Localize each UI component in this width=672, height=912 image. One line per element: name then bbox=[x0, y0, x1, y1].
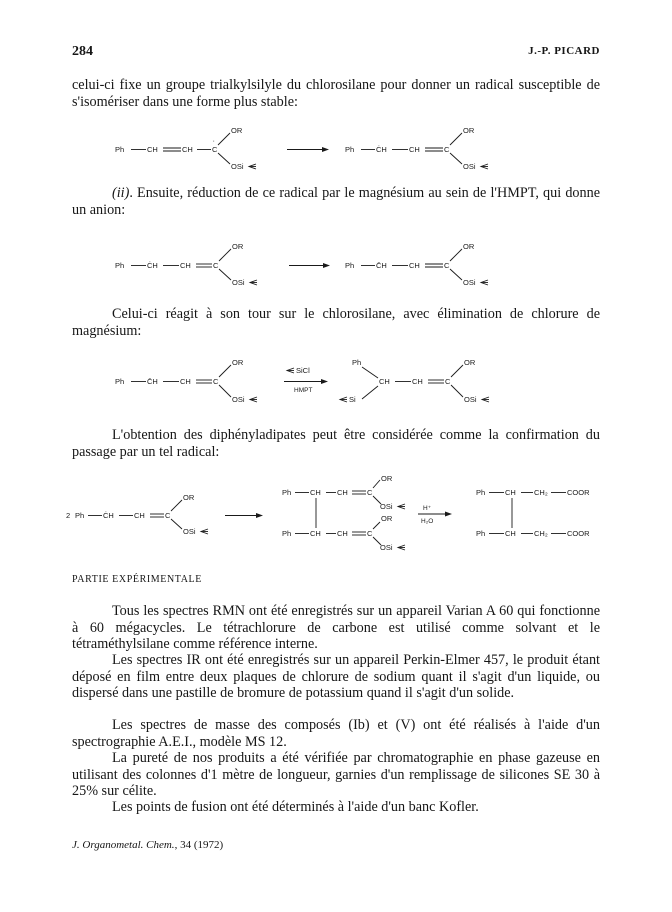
scheme-label: C bbox=[444, 261, 450, 270]
paragraph-4: L'obtention des diphényladipates peut être considérée comme la confirmation du passage par un tel radical: bbox=[72, 427, 600, 460]
scheme-label: CH bbox=[409, 261, 420, 270]
scheme-label: ĊH bbox=[147, 261, 158, 270]
scheme-label: OR bbox=[232, 242, 244, 251]
paragraph-7: Les spectres de masse des composés (Ib) et (V) ont été réalisés à l'aide d'un spectrographie A.E.I., modèle MS 12. bbox=[72, 717, 600, 750]
scheme-label: C bbox=[367, 529, 373, 538]
reagent-label: HMPT bbox=[294, 387, 313, 394]
page-number: 284 bbox=[72, 44, 93, 59]
scheme-label: C̄H bbox=[376, 261, 387, 270]
scheme-label: OR bbox=[463, 126, 475, 135]
scheme-label: Ph bbox=[115, 145, 125, 154]
scheme-label: OSi bbox=[232, 395, 245, 404]
coefficient: 2 bbox=[66, 511, 71, 520]
scheme-label: COOR bbox=[567, 488, 590, 497]
bond bbox=[362, 386, 378, 399]
scheme-label: CH bbox=[310, 488, 321, 497]
scheme-label: OSi bbox=[183, 527, 196, 536]
bond bbox=[219, 249, 231, 261]
bond bbox=[373, 480, 380, 488]
bond bbox=[171, 500, 182, 511]
paragraph-5: Tous les spectres RMN ont été enregistrés sur un appareil Varian A 60 qui fonctionne à 60 mégacycles. Le tétrachlorure de carbone est utilisé comme solvant et le tétraméthylsilane comme référence interne. bbox=[72, 603, 600, 652]
bond bbox=[450, 133, 462, 145]
bond bbox=[450, 153, 462, 164]
scheme-label: Ph bbox=[282, 488, 292, 497]
scheme-2 bbox=[0, 234, 672, 296]
scheme-1 bbox=[0, 118, 672, 180]
bond bbox=[218, 133, 230, 145]
scheme-label: ĊH bbox=[103, 511, 114, 520]
scheme-label: OSi bbox=[464, 395, 477, 404]
bond bbox=[450, 249, 462, 261]
page-header bbox=[72, 44, 600, 62]
scheme-label: C bbox=[165, 511, 171, 520]
scheme-label: C̄H bbox=[147, 377, 158, 386]
scheme-label: Ph bbox=[345, 261, 355, 270]
scheme-label: CH bbox=[134, 511, 145, 520]
scheme-label: ĊH bbox=[376, 145, 387, 154]
scheme-label: C bbox=[213, 377, 219, 386]
paragraph-8: La pureté de nos produits a été vérifiée par chromatographie en phase gazeuse en utilisant des colonnes d'1 mètre de longueur, garnies d'un remplissage de silicones SE 30 à 25% sur célite. bbox=[72, 750, 600, 799]
scheme-label: OR bbox=[183, 493, 195, 502]
bond bbox=[362, 367, 378, 378]
scheme-label: OSi bbox=[463, 162, 476, 171]
scheme-label: CH bbox=[147, 145, 158, 154]
bond bbox=[450, 269, 462, 280]
reagent-label: H₂O bbox=[421, 518, 434, 525]
scheme-4 bbox=[0, 472, 672, 558]
bond bbox=[219, 385, 231, 397]
step-number: (ii) bbox=[112, 185, 130, 201]
bond bbox=[219, 365, 231, 377]
paragraph-1: celui-ci fixe un groupe trialkylsilyle du chlorosilane pour donner un radical susceptible de s'isomériser dans une forme plus stable: bbox=[72, 77, 600, 110]
scheme-3 bbox=[0, 354, 672, 418]
paragraph-9: Les points de fusion ont été déterminés à l'aide d'un banc Kofler. bbox=[112, 799, 479, 815]
scheme-label: OSi bbox=[380, 502, 393, 511]
bond bbox=[171, 519, 182, 529]
journal-footer bbox=[72, 839, 223, 851]
scheme-label: CH bbox=[180, 377, 191, 386]
scheme-label: Ph bbox=[476, 529, 486, 538]
scheme-label: OR bbox=[464, 358, 476, 367]
scheme-label: Ph bbox=[115, 377, 125, 386]
scheme-label: Ph bbox=[352, 358, 362, 367]
scheme-label: CH bbox=[412, 377, 423, 386]
scheme-label: Ph bbox=[282, 529, 292, 538]
bond bbox=[373, 522, 380, 529]
journal-volume: , 34 (1972) bbox=[174, 839, 224, 851]
scheme-label: OR bbox=[231, 126, 243, 135]
scheme-label: Ph bbox=[476, 488, 486, 497]
scheme-label: CH bbox=[505, 529, 516, 538]
scheme-label: OR bbox=[232, 358, 244, 367]
scheme-label: OSi bbox=[231, 162, 244, 171]
scheme-label: Ph bbox=[115, 261, 125, 270]
reagent-label: SiCl bbox=[296, 366, 310, 375]
scheme-label: CH bbox=[182, 145, 193, 154]
journal-name: J. Organometal. Chem. bbox=[72, 839, 175, 851]
bond bbox=[219, 269, 231, 280]
scheme-label: COOR bbox=[567, 529, 590, 538]
scheme-label: CH₂ bbox=[534, 488, 548, 497]
scheme-label: C bbox=[212, 145, 218, 154]
scheme-label: C bbox=[445, 377, 451, 386]
scheme-label: OSi bbox=[463, 278, 476, 287]
scheme-label: C bbox=[213, 261, 219, 270]
scheme-label: C bbox=[444, 145, 450, 154]
paragraph-3: Celui-ci réagit à son tour sur le chlorosilane, avec élimination de chlorure de magnésium: bbox=[72, 306, 600, 339]
scheme-label: CH bbox=[310, 529, 321, 538]
bond bbox=[451, 365, 463, 377]
bond bbox=[218, 153, 230, 164]
scheme-label: CH bbox=[409, 145, 420, 154]
scheme-label: OSi bbox=[380, 543, 393, 552]
radical-dot: · bbox=[212, 136, 215, 145]
reagent-label: H⁺ bbox=[423, 505, 432, 512]
scheme-label: OR bbox=[381, 474, 393, 483]
running-author: J.-P. PICARD bbox=[528, 45, 600, 57]
scheme-label: OSi bbox=[232, 278, 245, 287]
scheme-label: CH bbox=[379, 377, 390, 386]
scheme-label: CH₂ bbox=[534, 529, 548, 538]
scheme-label: Ph bbox=[75, 511, 85, 520]
paragraph-2: (ii). Ensuite, réduction de ce radical par le magnésium au sein de l'HMPT, qui donne un anion: bbox=[72, 185, 600, 218]
section-title: PARTIE EXPÉRIMENTALE bbox=[72, 574, 202, 585]
scheme-label: CH bbox=[337, 488, 348, 497]
scheme-label: CH bbox=[180, 261, 191, 270]
bond bbox=[451, 385, 463, 397]
scheme-label: CH bbox=[505, 488, 516, 497]
scheme-label: OR bbox=[463, 242, 475, 251]
paragraph-6: Les spectres IR ont été enregistrés sur un appareil Perkin-Elmer 457, le produit étant déposé en film entre deux plaques de chlorure de sodium quant il s'agit d'un liquide, ou dispersé dans une pastille de bromure de potassium quand il s'agit d'un solide. bbox=[72, 652, 600, 701]
scheme-label: Ph bbox=[345, 145, 355, 154]
scheme-label: C bbox=[367, 488, 373, 497]
scheme-label: OR bbox=[381, 514, 393, 523]
scheme-label: CH bbox=[337, 529, 348, 538]
scheme-label: Si bbox=[349, 395, 356, 404]
